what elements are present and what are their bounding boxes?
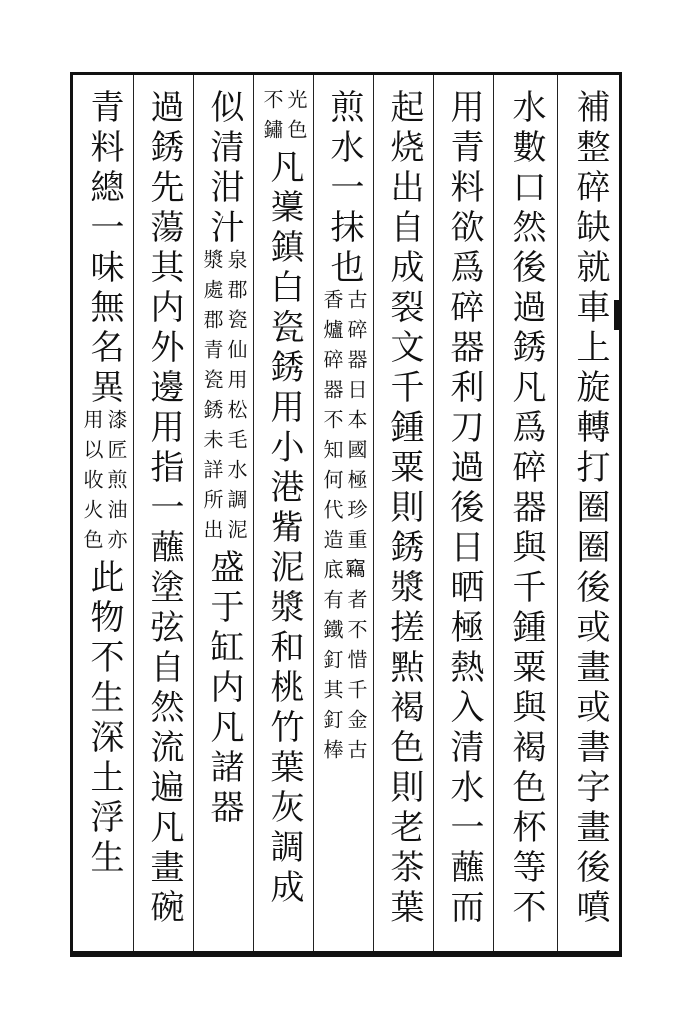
text-column-1 [561,75,619,951]
main-text: 過銹先蕩其内外邊用指一蘸塗弦自然流遍凡畫碗 [144,89,184,929]
main-text: 此物不生深土浮生 [84,559,124,879]
main-text: 煎水一抹也 [324,89,364,289]
column-stack [261,75,307,909]
text-column-6 [255,75,313,951]
text-column-7 [195,75,253,951]
text-column-8 [135,75,193,951]
column-rule [193,75,194,951]
annotation-right: 古碎器日本國極珍重𥩈者不惜千金古 [344,289,368,769]
column-rule [433,75,434,951]
main-text: 補整碎缺就車上旋轉打圈圈後或畫或書字畫後噴 [570,89,610,929]
column-rule [133,75,134,951]
page-edge-mark [614,300,621,330]
annotation-pair [321,289,367,769]
annotation-left: 香爐碎器不知何代造底有鐵釘其釘棒 [320,289,344,769]
main-text: 凡䆃鎮白瓷銹用小港觜泥漿和桃竹葉灰調成 [264,149,304,909]
main-text: 似清泔汁 [204,89,244,249]
annotation-right: 光色 [284,89,308,149]
column-stack [81,75,127,879]
text-column-3 [435,75,493,951]
main-text: 青料總一味無名異 [84,89,124,409]
column-stack [201,75,247,829]
column-rule [493,75,494,951]
annotation-left: 漿處郡青瓷銹未詳所出 [200,249,224,549]
annotation-right: 泉郡瓷仙用松毛水調泥 [224,249,248,549]
annotation-pair [261,89,307,149]
main-text: 盛于缸内凡諸器 [204,549,244,829]
text-column-4 [375,75,433,951]
column-rule [313,75,314,951]
text-column-9 [75,75,133,951]
annotation-left: 用以收火色 [80,409,104,559]
main-text: 起烧出自成裂文千鍾粟則銹漿搓㸃褐色則老茶葉 [384,89,424,929]
annotation-left: 不鏽 [260,89,284,149]
main-text: 用青料欲爲碎器利刀過後日晒極熱入清水一蘸而 [444,89,484,929]
text-column-5 [315,75,373,951]
column-rule [253,75,254,951]
annotation-right: 漆匠煎油亦 [104,409,128,559]
text-column-2 [497,75,555,951]
column-rule [373,75,374,951]
main-text: 水數口然後過銹凡爲碎器與千鍾粟與褐色杯等不 [506,89,546,929]
annotation-pair [201,249,247,549]
annotation-pair [81,409,127,559]
column-stack [321,75,367,769]
column-rule [557,75,558,951]
page-frame [70,72,622,957]
